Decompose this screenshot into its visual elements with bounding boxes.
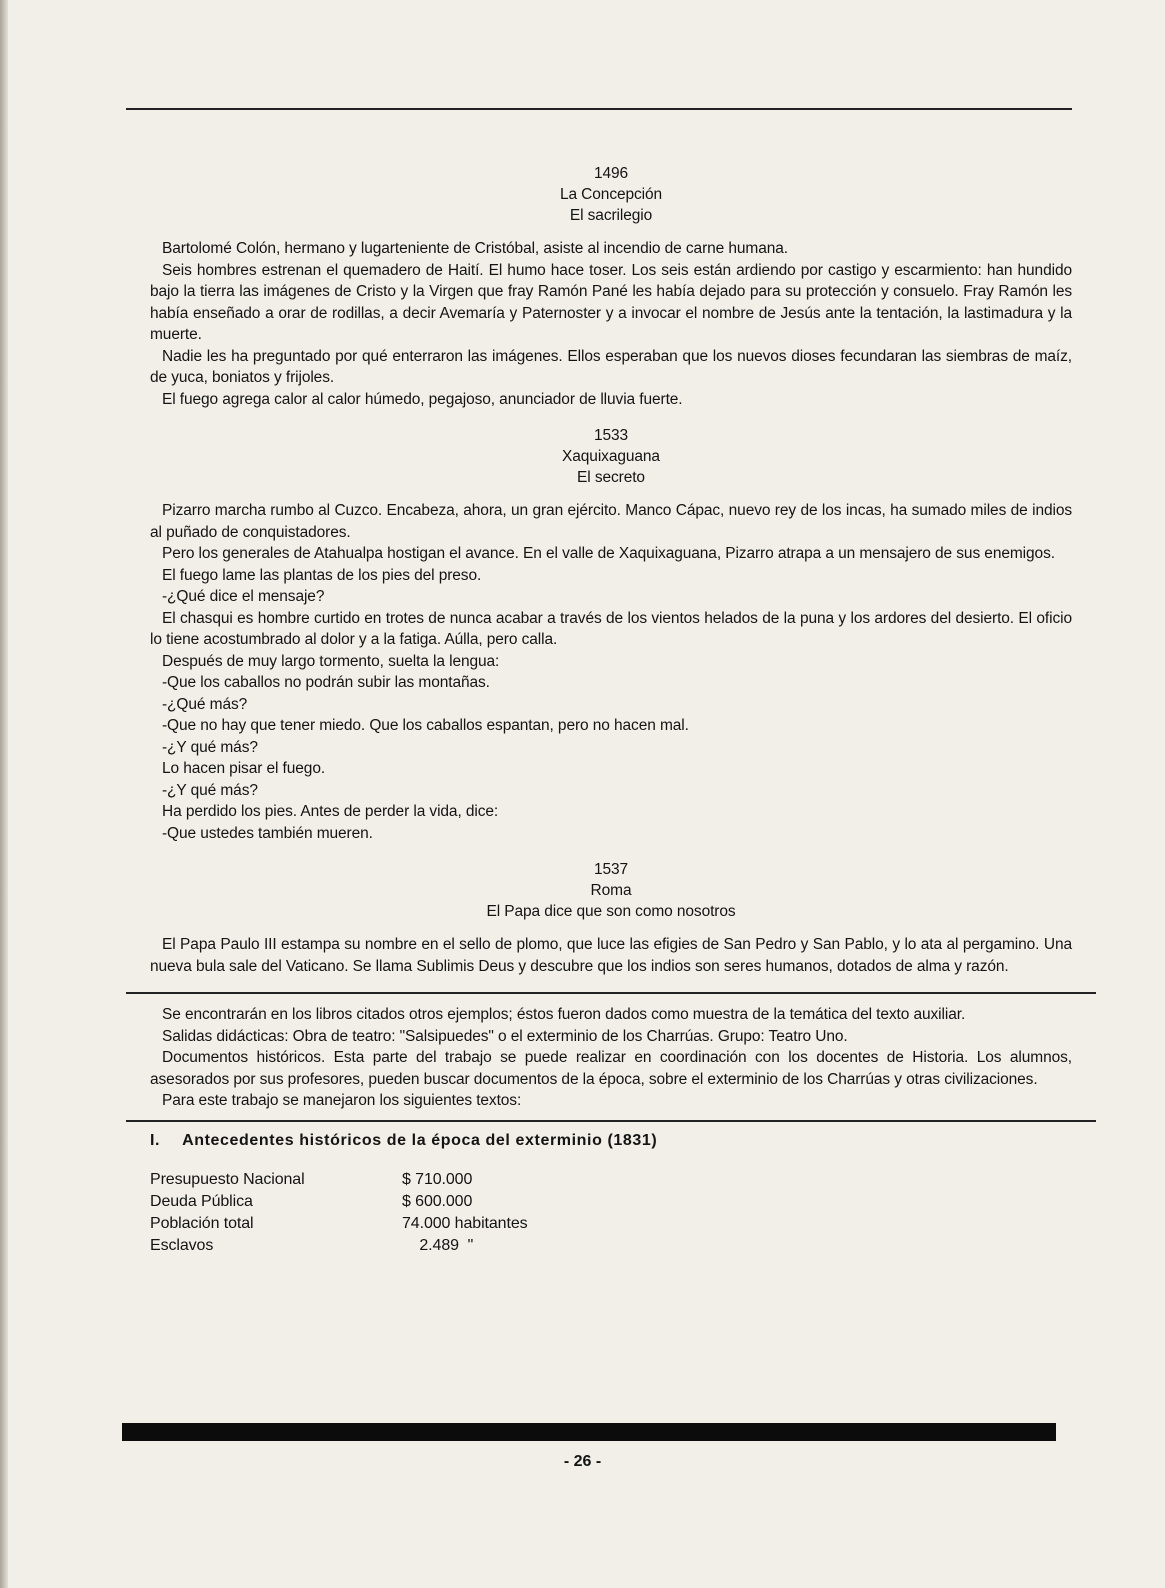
paragraph: Seis hombres estrenan el quemadero de Haití. El humo hace toser. Los seis están ardiendo por castigo y escarmiento: han hundido bajo la tierra las imágenes de Cristo y la Virgen que fray Ramón Pané les había dejado para su protección y consuelo. Fray Ramón les había enseñado a orar de rodillas, a decir Avemaría y Paternoster y a invocar el nombre de Jesús ante la tentación, la lastimadura y la muerte. <box>150 261 1072 343</box>
stat-value: 74.000 habitantes <box>402 1215 528 1232</box>
page-number: - 26 - <box>563 1453 602 1470</box>
entry-header <box>150 163 1072 226</box>
paragraph: Ha perdido los pies. Antes de perder la vida, dice: <box>162 803 499 820</box>
stat-value: 2.489 " <box>402 1237 474 1254</box>
section-number: I. <box>150 1131 161 1149</box>
page-content <box>150 163 1072 1257</box>
teaching-notes <box>150 1004 1072 1112</box>
stat-row <box>150 1169 1072 1191</box>
note-paragraph: Salidas didácticas: Obra de teatro: "Salsipuedes" o el exterminio de los Charrúas. Grupo: Teatro Uno. <box>162 1027 848 1045</box>
section-title: Antecedentes históricos de la época del exterminio (1831) <box>182 1131 658 1149</box>
entry-1533 <box>150 425 1072 844</box>
entry-1537 <box>150 859 1072 977</box>
entry-year: 1533 <box>593 427 629 444</box>
stat-label: Presupuesto Nacional <box>150 1171 305 1188</box>
paragraph: El fuego lame las plantas de los pies del preso. <box>162 566 482 584</box>
paragraph: El Papa Paulo III estampa su nombre en el sello de plomo, que luce las efigies de San Pedro y San Pablo, y lo ata al pergamino. Una nueva bula sale del Vaticano. Se llama Sublimis Deus y descubre que los indios son seres humanos, dotados de alma y razón. <box>150 936 1072 975</box>
paragraph: Después de muy largo tormento, suelta la lengua: <box>162 652 500 670</box>
entry-header <box>150 425 1072 488</box>
stat-row <box>150 1191 1072 1213</box>
dialogue-line: -¿Y qué más? <box>162 781 258 799</box>
section-heading <box>150 1130 1072 1152</box>
stats-table <box>150 1169 1072 1257</box>
entry-title: El sacrilegio <box>569 207 653 224</box>
entry-header <box>150 859 1072 922</box>
dialogue-line: -¿Y qué más? <box>162 738 258 756</box>
dialogue-line: -¿Qué dice el mensaje? <box>162 588 325 605</box>
stat-value: $ 710.000 <box>402 1171 473 1188</box>
dialogue-line: -Que ustedes también mueren. <box>162 824 373 842</box>
entry-title: El secreto <box>577 469 645 486</box>
note-paragraph: Documentos históricos. Esta parte del trabajo se puede realizar en coordinación con los docentes de Historia. Los alumnos, asesorados por sus profesores, pueden buscar documentos de la época, sobre el exterminio de los Charrúas y otras civilizaciones. <box>150 1049 1072 1088</box>
stat-label: Población total <box>150 1215 254 1232</box>
stat-value: $ 600.000 <box>402 1193 473 1210</box>
entry-place: La Concepción <box>559 186 663 203</box>
section-rule <box>126 1120 1096 1122</box>
stat-label: Deuda Pública <box>150 1193 253 1210</box>
paragraph: El chasqui es hombre curtido en trotes de nunca acabar a través de los vientos helados de la puna y los ardores del desierto. El oficio lo tiene acostumbrado al dolor y a la fatiga. Aúlla, pero calla. <box>150 609 1072 648</box>
top-rule <box>126 108 1072 110</box>
paragraph: Bartolomé Colón, hermano y lugarteniente de Cristóbal, asiste al incendio de carne humana. <box>162 240 789 257</box>
dialogue-line: -Que los caballos no podrán subir las montañas. <box>162 674 490 691</box>
entry-place: Xaquixaguana <box>562 448 660 465</box>
page-edge-shadow <box>0 0 8 1588</box>
paragraph: Pizarro marcha rumbo al Cuzco. Encabeza, ahora, un gran ejército. Manco Cápac, nuevo rey de los incas, ha sumado miles de indios al puñado de conquistadores. <box>150 502 1072 541</box>
entry-place: Roma <box>590 882 632 899</box>
entry-title: El Papa dice que son como nosotros <box>486 903 736 920</box>
paragraph: Nadie les ha preguntado por qué enterraron las imágenes. Ellos esperaban que los nuevos dioses fecundaran las siembras de maíz, de yuca, boniatos y frijoles. <box>150 347 1072 386</box>
note-paragraph: Se encontrarán en los libros citados otros ejemplos; éstos fueron dados como muestra de la temática del texto auxiliar. <box>162 1006 966 1023</box>
stat-row <box>150 1235 1072 1257</box>
paragraph: Lo hacen pisar el fuego. <box>162 760 326 777</box>
paragraph: Pero los generales de Atahualpa hostigan el avance. En el valle de Xaquixaguana, Pizarro atrapa a un mensajero de sus enemigos. <box>162 545 1055 562</box>
footer-bar <box>122 1423 1056 1441</box>
entry-1496 <box>150 163 1072 410</box>
note-paragraph: Para este trabajo se manejaron los siguientes textos: <box>162 1092 522 1109</box>
stat-row <box>150 1213 1072 1235</box>
dialogue-line: -¿Qué más? <box>162 695 248 713</box>
divider-rule <box>126 992 1096 994</box>
dialogue-line: -Que no hay que tener miedo. Que los caballos espantan, pero no hacen mal. <box>162 717 689 734</box>
paragraph: El fuego agrega calor al calor húmedo, pegajoso, anunciador de lluvia fuerte. <box>162 390 683 408</box>
entry-year: 1537 <box>593 861 629 878</box>
entry-year: 1496 <box>593 165 629 182</box>
stat-label: Esclavos <box>150 1237 214 1254</box>
